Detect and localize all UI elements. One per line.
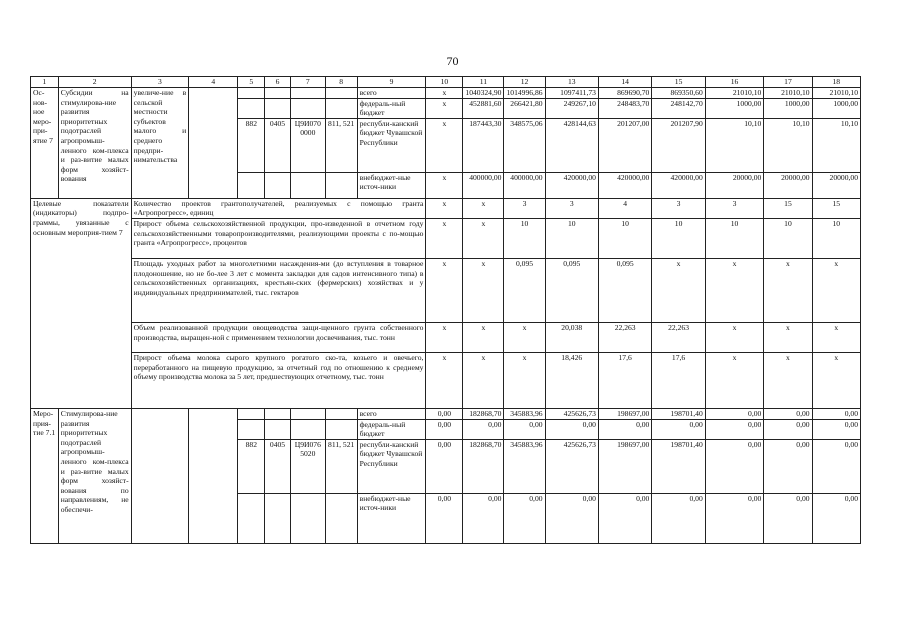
empty-cell — [265, 172, 291, 198]
value-cell: 0,00 — [812, 408, 860, 419]
empty-cell — [290, 172, 325, 198]
value-cell: 20000,00 — [812, 172, 860, 198]
column-number: 15 — [652, 77, 705, 88]
indicator-value: x — [426, 352, 463, 408]
funding-source: республи-канский бюджет Чувашской Республики — [357, 439, 426, 493]
value-cell: x — [426, 98, 463, 118]
value-cell: 249267,10 — [545, 98, 598, 118]
value-cell: x — [426, 172, 463, 198]
value-cell: 0,00 — [598, 493, 651, 543]
empty-cell — [238, 493, 265, 543]
column-number: 9 — [357, 77, 426, 88]
column-number: 14 — [598, 77, 651, 88]
indicator-value: x — [463, 198, 504, 218]
value-cell: 0,00 — [545, 493, 598, 543]
indicator-value: 0,095 — [545, 258, 598, 322]
funding-source: всего — [357, 408, 426, 419]
empty-cell — [265, 98, 291, 118]
indicator-value: 15 — [812, 198, 860, 218]
indicator-value: 10 — [598, 218, 651, 258]
value-cell: 1000,00 — [812, 98, 860, 118]
funding-source: федераль-ный бюджет — [357, 419, 426, 439]
value-cell: 198701,40 — [652, 439, 705, 493]
indicator-row — [31, 258, 861, 322]
column-number: 13 — [545, 77, 598, 88]
program-table — [30, 76, 861, 544]
indicator-name: Прирост объема сельскохозяйственной продукции, про-изведенной в отчетном году сельскохозяйственными товаропроизводителями, реализующими проекты с по-мощью гранта «Агропрогресс», процентов — [131, 218, 426, 258]
indicator-value: x — [705, 352, 764, 408]
indicator-value: x — [463, 352, 504, 408]
indicator-value: x — [426, 258, 463, 322]
empty-cell — [238, 408, 265, 419]
column-number: 18 — [812, 77, 860, 88]
code-target: Ц9И070 0000 — [290, 118, 325, 172]
indicator-value: x — [764, 258, 812, 322]
indicator-value: 22,263 — [652, 322, 705, 352]
value-cell: 425626,73 — [545, 408, 598, 419]
column-number: 11 — [463, 77, 504, 88]
empty-cell — [238, 88, 265, 99]
indicator-value: 20,038 — [545, 322, 598, 352]
value-cell: 266421,80 — [504, 98, 545, 118]
indicator-name: Объем реализованной продукции овощеводства защи-щенного грунта собственного производства, выращен-ной с применением технологии досвечивания, тыс. тонн — [131, 322, 426, 352]
empty-cell — [238, 172, 265, 198]
indicator-name: Площадь уходных работ за многолетними насаждения-ми (до вступления в товарное плодоношение, но не бо-лее 3 лет с момента закладки для садов интенсивного типа) в сельскохозяйственных организациях, крестьян-ских (фермерских) хозяйствах и у индивидуальных предпринимателей, тыс. гектаров — [131, 258, 426, 322]
indicator-value: x — [463, 322, 504, 352]
code-expense-type: 811, 521 — [325, 439, 357, 493]
empty-cell — [131, 408, 189, 543]
code-grbs: 882 — [238, 118, 265, 172]
funding-source: всего — [357, 88, 426, 99]
value-cell: x — [426, 118, 463, 172]
value-cell: 0,00 — [812, 419, 860, 439]
column-number: 12 — [504, 77, 545, 88]
indicator-value: 10 — [764, 218, 812, 258]
value-cell: 400000,00 — [504, 172, 545, 198]
indicator-value: x — [764, 352, 812, 408]
value-cell: 420000,00 — [598, 172, 651, 198]
indicator-row — [31, 322, 861, 352]
indicator-value: x — [812, 352, 860, 408]
indicator-name: Количество проектов грантополучателей, реализуемых с помощью гранта «Агропрогресс», единиц — [131, 198, 426, 218]
indicator-value: 15 — [764, 198, 812, 218]
value-cell: 345883,96 — [504, 439, 545, 493]
value-cell: 348575,06 — [504, 118, 545, 172]
code-expense-type: 811, 521 — [325, 118, 357, 172]
value-cell: 0,00 — [598, 419, 651, 439]
empty-cell — [290, 98, 325, 118]
value-cell: 0,00 — [652, 493, 705, 543]
indicator-value: 4 — [598, 198, 651, 218]
value-cell: 10,10 — [764, 118, 812, 172]
indicator-value: x — [812, 322, 860, 352]
indicator-value: 3 — [705, 198, 764, 218]
value-cell: 452881,60 — [463, 98, 504, 118]
value-cell: 0,00 — [463, 493, 504, 543]
code-target: Ц9И076 5020 — [290, 439, 325, 493]
value-cell: 198697,00 — [598, 408, 651, 419]
indicator-value: 10 — [545, 218, 598, 258]
column-number: 3 — [131, 77, 189, 88]
indicator-row — [31, 218, 861, 258]
event7-row — [31, 88, 861, 99]
value-cell: 20000,00 — [764, 172, 812, 198]
value-cell: 198697,00 — [598, 439, 651, 493]
value-cell: 0,00 — [764, 439, 812, 493]
event-result: увеличе-ние в сельской местности субъектов малого и среднего предпри-нимательства — [131, 88, 189, 199]
indicator-value: x — [426, 218, 463, 258]
value-cell: 10,10 — [812, 118, 860, 172]
value-cell: 869690,70 — [598, 88, 651, 99]
empty-cell — [265, 419, 291, 439]
indicator-value: 22,263 — [598, 322, 651, 352]
empty-cell — [265, 88, 291, 99]
column-number: 6 — [265, 77, 291, 88]
funding-source: внебюджет-ные источ-ники — [357, 172, 426, 198]
code-section: 0405 — [265, 439, 291, 493]
value-cell: 21010,10 — [812, 88, 860, 99]
value-cell: 0,00 — [764, 408, 812, 419]
indicator-value: 3 — [545, 198, 598, 218]
column-number: 17 — [764, 77, 812, 88]
page-number: 70 — [446, 54, 459, 68]
empty-cell — [189, 408, 238, 543]
value-cell: 248142,70 — [652, 98, 705, 118]
value-cell: 1000,00 — [705, 98, 764, 118]
value-cell: 420000,00 — [545, 172, 598, 198]
value-cell: 1040324,90 — [463, 88, 504, 99]
code-section: 0405 — [265, 118, 291, 172]
value-cell: 21010,10 — [764, 88, 812, 99]
event-col4 — [189, 88, 238, 199]
value-cell: 1000,00 — [764, 98, 812, 118]
event-code: Ос-нов-ное меро-при-ятие 7 — [31, 88, 59, 199]
indicator-value: 10 — [705, 218, 764, 258]
empty-cell — [290, 419, 325, 439]
value-cell: 0,00 — [705, 493, 764, 543]
value-cell: 0,00 — [764, 493, 812, 543]
value-cell: 182868,70 — [463, 408, 504, 419]
indicator-value: 10 — [504, 218, 545, 258]
column-number: 8 — [325, 77, 357, 88]
value-cell: 0,00 — [504, 419, 545, 439]
empty-cell — [290, 88, 325, 99]
code-grbs: 882 — [238, 439, 265, 493]
indicators-label: Целевые показатели (индикаторы) подпро-граммы, увязанные с основным мероприя-тием 7 — [31, 198, 132, 408]
value-cell: 0,00 — [426, 419, 463, 439]
event-title: Субсидии на стимулирова-ние развития приоритетных подотраслей агропромыш-ленного ком-плекса и раз-витие малых форм хозяйст-вования — [58, 88, 131, 199]
value-cell: 0,00 — [426, 439, 463, 493]
indicator-value: 17,6 — [598, 352, 651, 408]
column-number: 5 — [238, 77, 265, 88]
value-cell: 0,00 — [426, 493, 463, 543]
indicator-value: 17,6 — [652, 352, 705, 408]
column-number: 4 — [189, 77, 238, 88]
funding-source: федераль-ный бюджет — [357, 98, 426, 118]
indicator-value: x — [463, 218, 504, 258]
funding-source: республи-канский бюджет Чувашской Республики — [357, 118, 426, 172]
value-cell: 1014996,86 — [504, 88, 545, 99]
value-cell: 0,00 — [652, 419, 705, 439]
indicator-value: 0,095 — [504, 258, 545, 322]
empty-cell — [325, 408, 357, 419]
value-cell: 182868,70 — [463, 439, 504, 493]
value-cell: x — [426, 88, 463, 99]
empty-cell — [325, 172, 357, 198]
indicator-value: 3 — [652, 198, 705, 218]
header-row — [31, 77, 861, 88]
value-cell: 0,00 — [705, 419, 764, 439]
empty-cell — [325, 98, 357, 118]
indicator-row — [31, 352, 861, 408]
indicator-value: 3 — [504, 198, 545, 218]
column-number: 2 — [58, 77, 131, 88]
column-number: 10 — [426, 77, 463, 88]
empty-cell — [290, 493, 325, 543]
value-cell: 201207,00 — [598, 118, 651, 172]
event71-row — [31, 408, 861, 419]
value-cell: 869350,60 — [652, 88, 705, 99]
indicator-value: 18,426 — [545, 352, 598, 408]
value-cell: 20000,00 — [705, 172, 764, 198]
value-cell: 0,00 — [705, 439, 764, 493]
event-title: Стимулирова-ние развития приоритетных подотраслей агропромыш-ленного ком-плекса и раз-витие малых форм хозяйст-вования по направлениям, не обеспечи- — [58, 408, 131, 543]
value-cell: 0,00 — [426, 408, 463, 419]
funding-source: внебюджет-ные источ-ники — [357, 493, 426, 543]
value-cell: 0,00 — [463, 419, 504, 439]
value-cell: 0,00 — [812, 493, 860, 543]
empty-cell — [325, 493, 357, 543]
indicator-value: 10 — [652, 218, 705, 258]
empty-cell — [265, 493, 291, 543]
column-number: 7 — [290, 77, 325, 88]
column-number: 16 — [705, 77, 764, 88]
empty-cell — [325, 419, 357, 439]
indicator-value: x — [463, 258, 504, 322]
value-cell: 1097411,73 — [545, 88, 598, 99]
indicator-value: x — [504, 352, 545, 408]
event-code: Меро-прия-тие 7.1 — [31, 408, 59, 543]
empty-cell — [265, 408, 291, 419]
value-cell: 428144,63 — [545, 118, 598, 172]
value-cell: 0,00 — [545, 419, 598, 439]
indicator-value: 0,095 — [598, 258, 651, 322]
value-cell: 21010,10 — [705, 88, 764, 99]
indicator-value: x — [652, 258, 705, 322]
indicator-value: x — [426, 322, 463, 352]
indicator-value: 10 — [812, 218, 860, 258]
empty-cell — [290, 408, 325, 419]
value-cell: 425626,73 — [545, 439, 598, 493]
indicator-value: x — [764, 322, 812, 352]
empty-cell — [238, 98, 265, 118]
value-cell: 201207,90 — [652, 118, 705, 172]
value-cell: 0,00 — [764, 419, 812, 439]
value-cell: 0,00 — [504, 493, 545, 543]
value-cell: 187443,30 — [463, 118, 504, 172]
indicator-row — [31, 198, 861, 218]
value-cell: 420000,00 — [652, 172, 705, 198]
indicator-value: x — [426, 198, 463, 218]
value-cell: 10,10 — [705, 118, 764, 172]
value-cell: 198701,40 — [652, 408, 705, 419]
indicator-value: x — [812, 258, 860, 322]
value-cell: 0,00 — [812, 439, 860, 493]
value-cell: 248483,70 — [598, 98, 651, 118]
indicator-value: x — [705, 258, 764, 322]
empty-cell — [238, 419, 265, 439]
indicator-value: x — [504, 322, 545, 352]
value-cell: 400000,00 — [463, 172, 504, 198]
value-cell: 345883,96 — [504, 408, 545, 419]
value-cell: 0,00 — [705, 408, 764, 419]
column-number: 1 — [31, 77, 59, 88]
indicator-name: Прирост объема молока сырого крупного рогатого ско-та, козьего и овечьего, переработанного на пищевую продукцию, за отчетный год по отношению к среднему объему производства молока за 5 лет, предшествующих отчетному, тыс. тонн — [131, 352, 426, 408]
indicator-value: x — [705, 322, 764, 352]
empty-cell — [325, 88, 357, 99]
